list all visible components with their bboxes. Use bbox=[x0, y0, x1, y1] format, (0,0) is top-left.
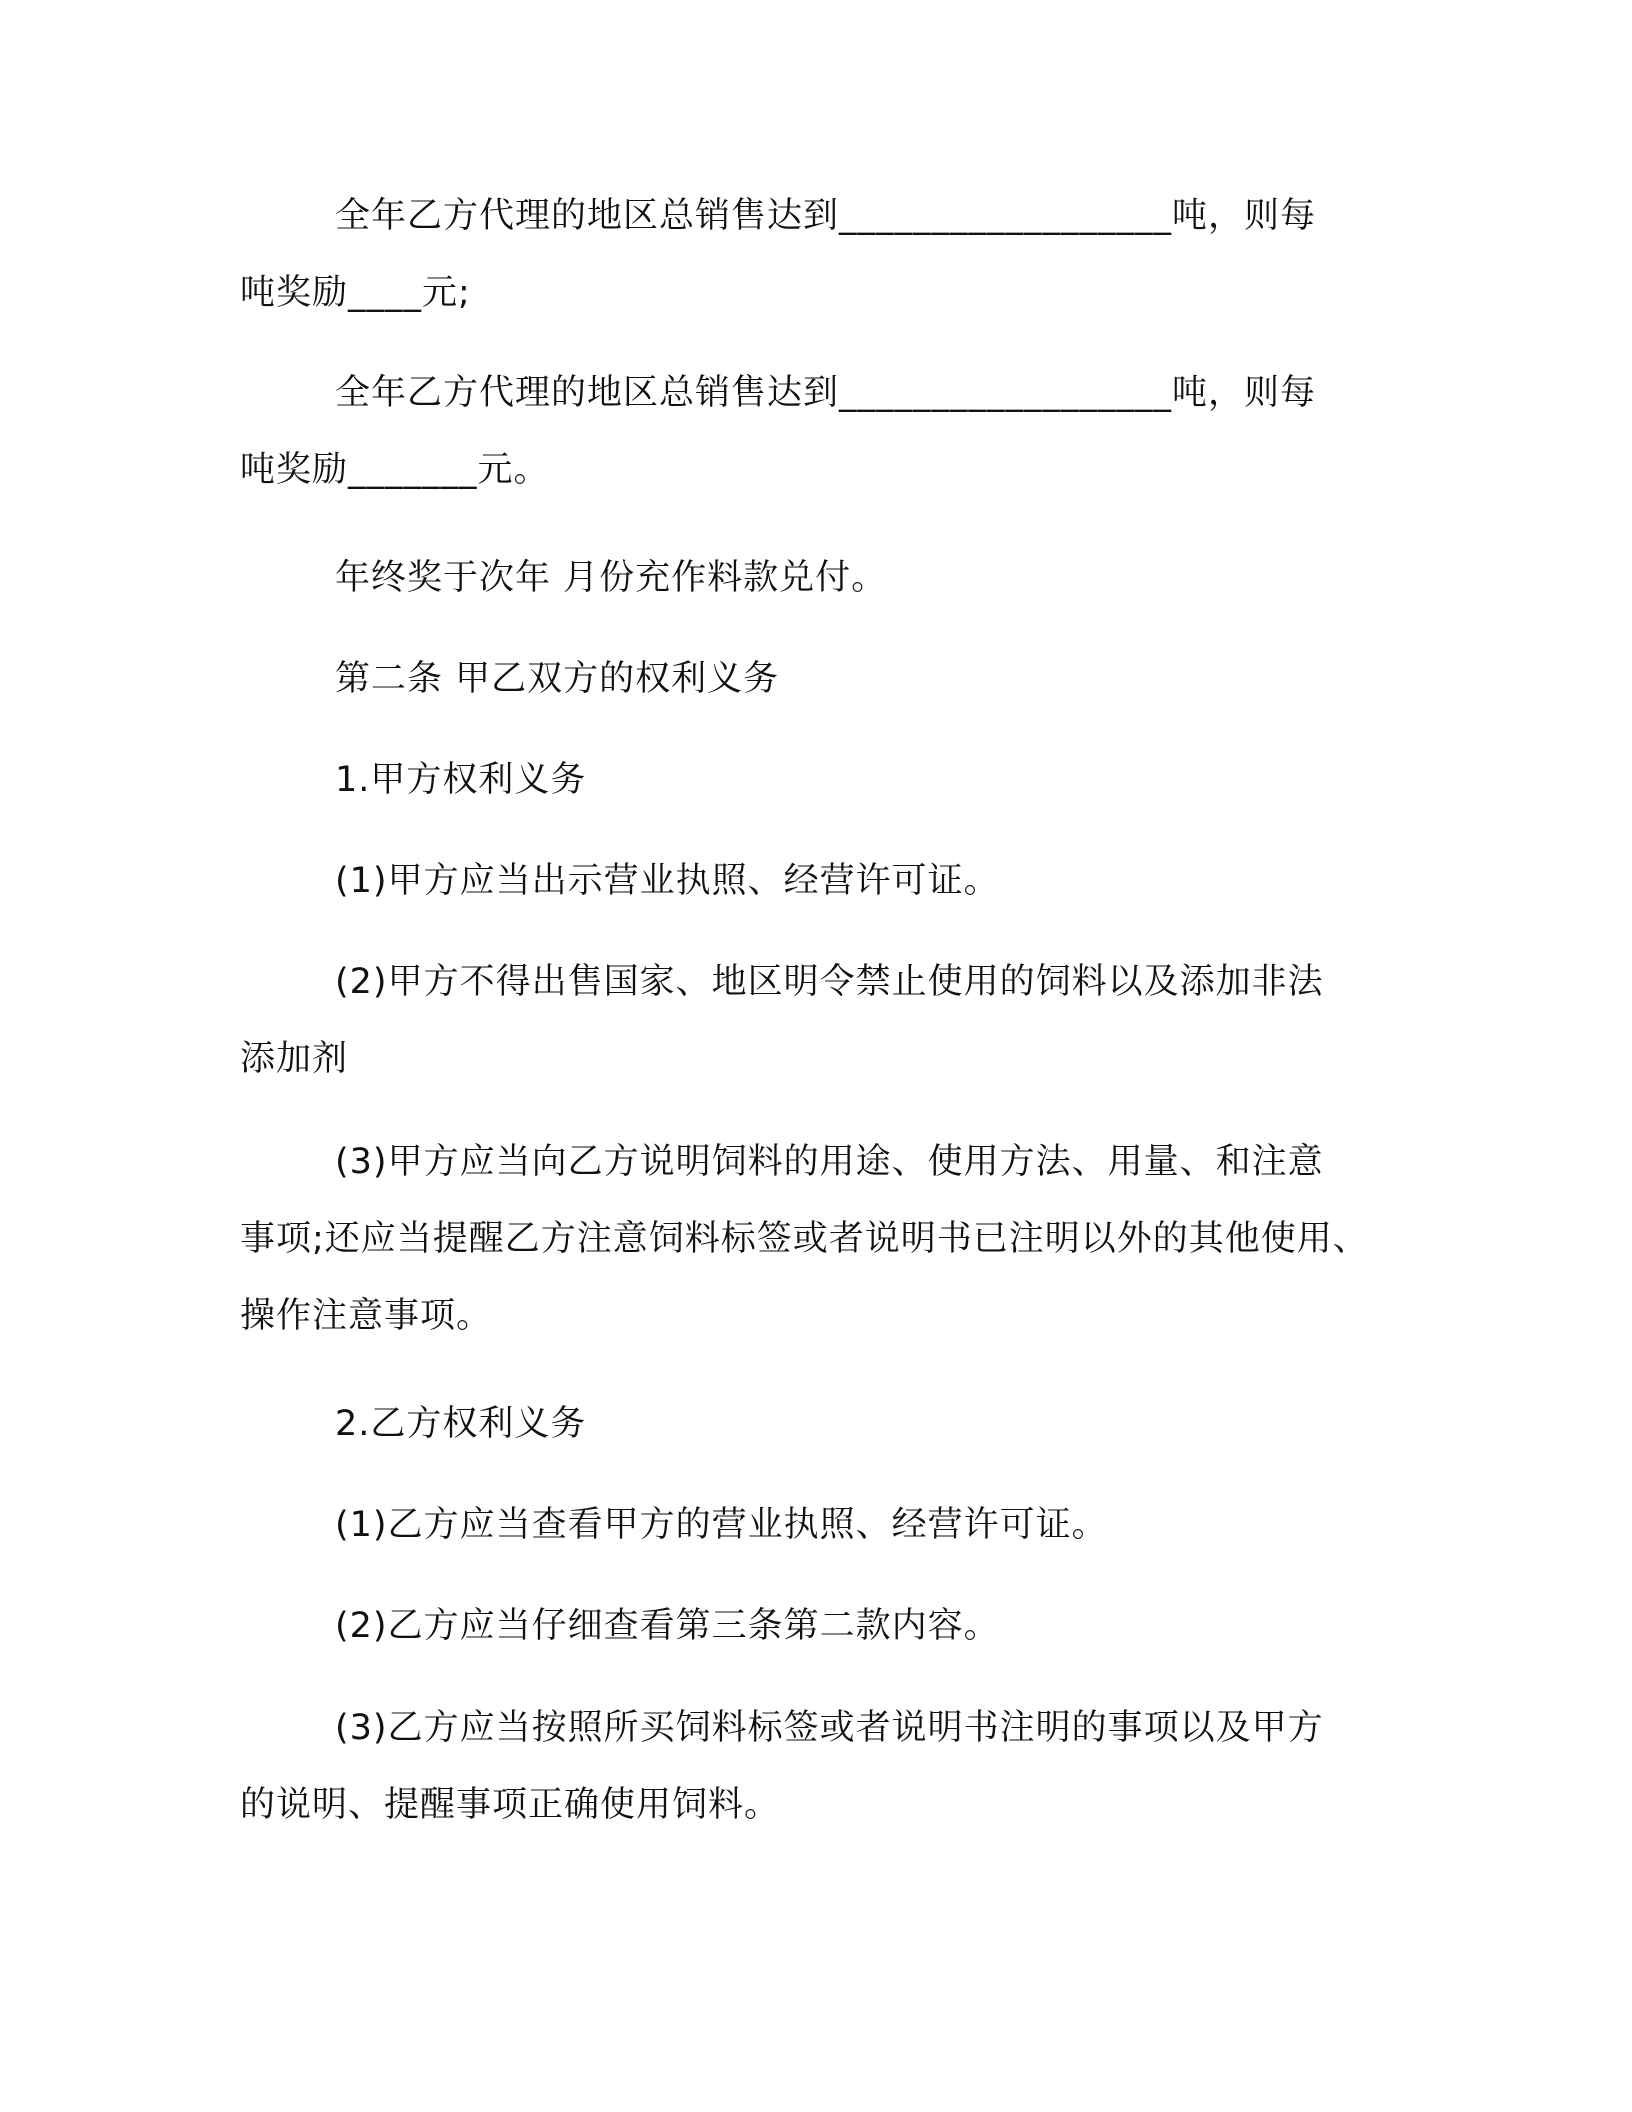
paragraph-line: (2)甲方不得出售国家、地区明令禁止使用的饲料以及添加非法 bbox=[335, 962, 1324, 1002]
section-heading-party-b bbox=[240, 1386, 1390, 1463]
paragraph-annual-bonus-tier-2 bbox=[240, 355, 1390, 509]
paragraph-line: 吨奖励_______元。 bbox=[240, 450, 550, 490]
paragraph-line: 全年乙方代理的地区总销售达到__________________吨，则每 bbox=[335, 373, 1317, 413]
clause-b-1 bbox=[240, 1487, 1390, 1564]
clause-a-3 bbox=[240, 1124, 1390, 1355]
paragraph-line: 事项;还应当提醒乙方注意饲料标签或者说明书已注明以外的其他使用、 bbox=[240, 1219, 1369, 1259]
paragraph-line: 吨奖励____元; bbox=[240, 273, 471, 313]
paragraph-line: (2)乙方应当仔细查看第三条第二款内容。 bbox=[335, 1606, 1000, 1646]
clause-b-2 bbox=[240, 1588, 1390, 1665]
article-heading bbox=[240, 641, 1390, 718]
paragraph-line: 全年乙方代理的地区总销售达到__________________吨，则每 bbox=[335, 196, 1317, 236]
paragraph-line: 操作注意事项。 bbox=[240, 1296, 493, 1336]
paragraph-line: (1)乙方应当查看甲方的营业执照、经营许可证。 bbox=[335, 1505, 1108, 1545]
paragraph-line: (3)甲方应当向乙方说明饲料的用途、使用方法、用量、和注意 bbox=[335, 1142, 1324, 1182]
paragraph-line: 的说明、提醒事项正确使用饲料。 bbox=[240, 1785, 781, 1825]
clause-a-2 bbox=[240, 944, 1390, 1098]
paragraph-annual-bonus-tier-1 bbox=[240, 178, 1390, 332]
paragraph-line: (3)乙方应当按照所买饲料标签或者说明书注明的事项以及甲方 bbox=[335, 1708, 1324, 1748]
paragraph-line: 2.乙方权利义务 bbox=[335, 1404, 587, 1444]
paragraph-line: 年终奖于次年 月份充作料款兑付。 bbox=[335, 558, 888, 598]
paragraph-line: 第二条 甲乙双方的权利义务 bbox=[335, 659, 780, 699]
clause-b-3 bbox=[240, 1690, 1390, 1844]
section-heading-party-a bbox=[240, 742, 1390, 819]
paragraph-line: (1)甲方应当出示营业执照、经营许可证。 bbox=[335, 861, 1000, 901]
clause-a-1 bbox=[240, 843, 1390, 920]
paragraph-line: 添加剂 bbox=[240, 1039, 349, 1079]
paragraph-bonus-payment bbox=[240, 540, 1390, 617]
paragraph-line: 1.甲方权利义务 bbox=[335, 760, 587, 800]
